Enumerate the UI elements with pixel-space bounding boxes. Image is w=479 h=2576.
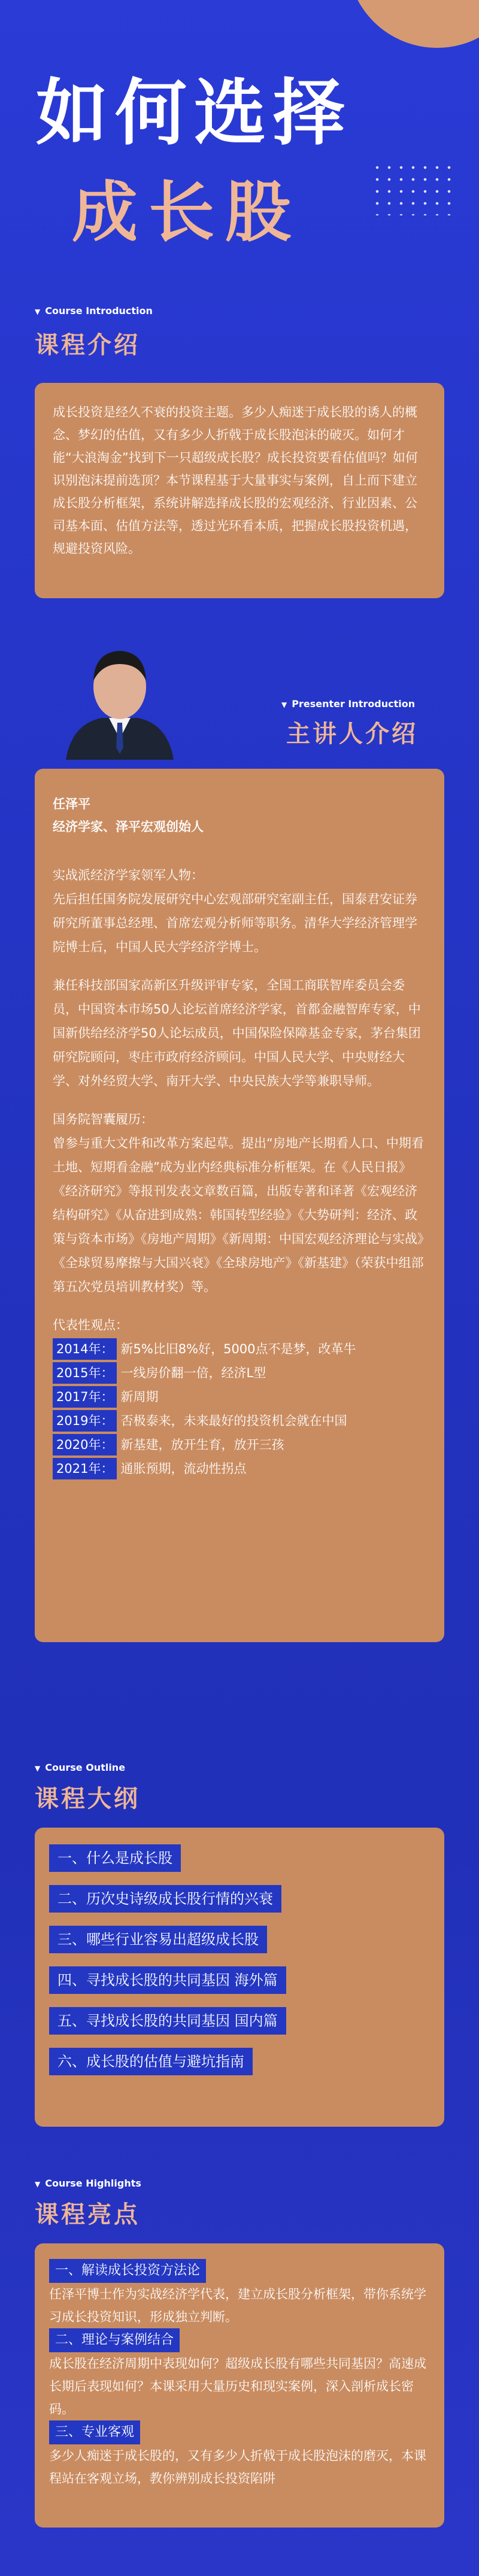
view-text: 新5%比旧8%好，5000点不是梦，改革牛 bbox=[120, 1342, 356, 1356]
highlight-heading: 一、解读成长投资方法论 bbox=[49, 2259, 206, 2283]
presenter-card bbox=[35, 769, 444, 1642]
presenter-paragraph: 代表性观点： bbox=[53, 1318, 128, 1332]
view-year: 2020年： bbox=[53, 1434, 117, 1456]
presenter-paragraph: 国务院智囊履历： bbox=[53, 1112, 153, 1126]
highlights-card bbox=[35, 2243, 444, 2528]
highlights-section-title: 课程亮点 bbox=[35, 2201, 140, 2228]
hero-title: 如何选择 bbox=[36, 72, 352, 155]
hero-subtitle: 成长股 bbox=[72, 174, 302, 251]
outline-item: 六、成长股的估值与避坑指南 bbox=[49, 2048, 253, 2075]
intro-text: 成长投资是经久不衰的投资主题。多少人痴迷于成长股的诱人的概念、梦幻的估值，又有多少人折戟于成长股泡沫的破灭。如何才能“大浪淘金”找到下一只超级成长股？成长投资要看估值吗？如何识别泡沫提前选顶？本节课程基于大量事实与案例，自上而下建立成长股分析框架，系统讲解选择成长股的宏观经济、行业因素、公司基本面、估值方法等，透过光环看本质，把握成长股投资机遇，规避投资风险。 bbox=[53, 405, 418, 556]
view-year: 2015年： bbox=[53, 1362, 117, 1384]
paragraph-gap bbox=[53, 1299, 426, 1313]
paragraph-gap bbox=[53, 959, 426, 973]
presenter-paragraph: 先后担任国务院发展研究中心宏观部研究室副主任，国泰君安证券研究所董事总经理、首席宏观分析师等职务。清华大学经济管理学院博士后，中国人民大学经济学博士。 bbox=[53, 892, 417, 954]
paragraph-gap bbox=[53, 1093, 426, 1107]
view-year: 2019年： bbox=[53, 1410, 117, 1432]
view-item bbox=[53, 1337, 426, 1361]
highlight-heading: 三、专业客观 bbox=[49, 2420, 140, 2444]
view-item bbox=[53, 1457, 426, 1481]
view-year: 2017年： bbox=[53, 1386, 117, 1408]
presenter-paragraph: 实战派经济学家领军人物： bbox=[53, 868, 204, 882]
outline-item: 二、历次史诗级成长股行情的兴衰 bbox=[49, 1885, 281, 1913]
presenter-section-title: 主讲人介绍 bbox=[286, 720, 418, 748]
view-item bbox=[53, 1361, 426, 1385]
intro-section-en: ▼ Course Introduction bbox=[35, 305, 153, 316]
intro-section-title: 课程介绍 bbox=[35, 331, 140, 359]
presenter-avatar bbox=[60, 634, 180, 760]
decorative-dot-grid bbox=[371, 162, 455, 215]
highlight-heading: 二、理论与案例结合 bbox=[49, 2328, 180, 2352]
view-item bbox=[53, 1409, 426, 1433]
highlight-body: 多少人痴迷于成长股的，又有多少人折戟于成长股泡沫的磨灭，本课程站在客观立场，教你辨别成长投资陷阱 bbox=[49, 2449, 426, 2486]
outline-card bbox=[35, 1828, 444, 2127]
view-text: 通胀预期，流动性拐点 bbox=[120, 1461, 247, 1476]
decorative-orb bbox=[347, 0, 479, 48]
presenter-paragraph: 兼任科技部国家高新区升级评审专家，全国工商联智库委员会委员，中国资本市场50人论坛首席经济学家，首都金融智库专家，中国新供给经济学50人论坛成员，中国保险保障基金专家，茅台集团研究院顾问，枣庄市政府经济顾问。中国人民大学、中央财经大学、对外经贸大学、南开大学、中央民族大学等兼职导师。 bbox=[53, 978, 421, 1088]
outline-item: 五、寻找成长股的共同基因 国内篇 bbox=[49, 2007, 286, 2035]
presenter-section-en: ▼ Presenter Introduction bbox=[281, 698, 415, 710]
outline-item: 三、哪些行业容易出超级成长股 bbox=[49, 1926, 267, 1953]
presenter-paragraph: 曾参与重大文件和改革方案起草。提出“房地产长期看人口、中期看土地、短期看金融”成为业内经典标准分析框架。在《人民日报》《经济研究》等报刊发表文章数百篇，出版专著和译著《宏观经济结构研究》《从奋进到成熟：韩国转型经验》《大势研判：经济、政策与资本市场》《房地产周期》《新周期：中国宏观经济理论与实战》《全球贸易摩擦与大国兴衰》《全球房地产》《新基建》（荣获中组部第五次党员培训教材奖）等。 bbox=[53, 1136, 424, 1294]
outline-item: 四、寻找成长股的共同基因 海外篇 bbox=[49, 1966, 286, 1994]
intro-card bbox=[35, 383, 444, 598]
view-year: 2021年： bbox=[53, 1458, 117, 1479]
outline-section-en: ▼ Course Outline bbox=[35, 1762, 125, 1773]
highlights-section-en: ▼ Course Highlights bbox=[35, 2178, 141, 2189]
view-item bbox=[53, 1385, 426, 1409]
highlight-body: 任泽平博士作为实战经济学代表，建立成长股分析框架，带你系统学习成长投资知识，形成独立判断。 bbox=[49, 2287, 426, 2324]
highlight-body: 成长股在经济周期中表现如何？超级成长股有哪些共同基因？高速成长期后表现如何？本课采用大量历史和现实案例，深入剖析成长密码。 bbox=[49, 2356, 426, 2416]
outline-item: 一、什么是成长股 bbox=[49, 1844, 181, 1872]
view-item bbox=[53, 1433, 426, 1457]
presenter-name: 任泽平 bbox=[53, 797, 90, 811]
outline-section-title: 课程大纲 bbox=[35, 1785, 140, 1813]
view-text: 新基建，放开生育，放开三孩 bbox=[120, 1438, 284, 1452]
view-text: 新周期 bbox=[120, 1390, 159, 1404]
view-year: 2014年： bbox=[53, 1338, 117, 1360]
view-text: 否极泰来，未来最好的投资机会就在中国 bbox=[120, 1414, 347, 1428]
presenter-role: 经济学家、泽平宏观创始人 bbox=[53, 820, 204, 834]
view-text: 一线房价翻一倍，经济L型 bbox=[120, 1366, 266, 1380]
